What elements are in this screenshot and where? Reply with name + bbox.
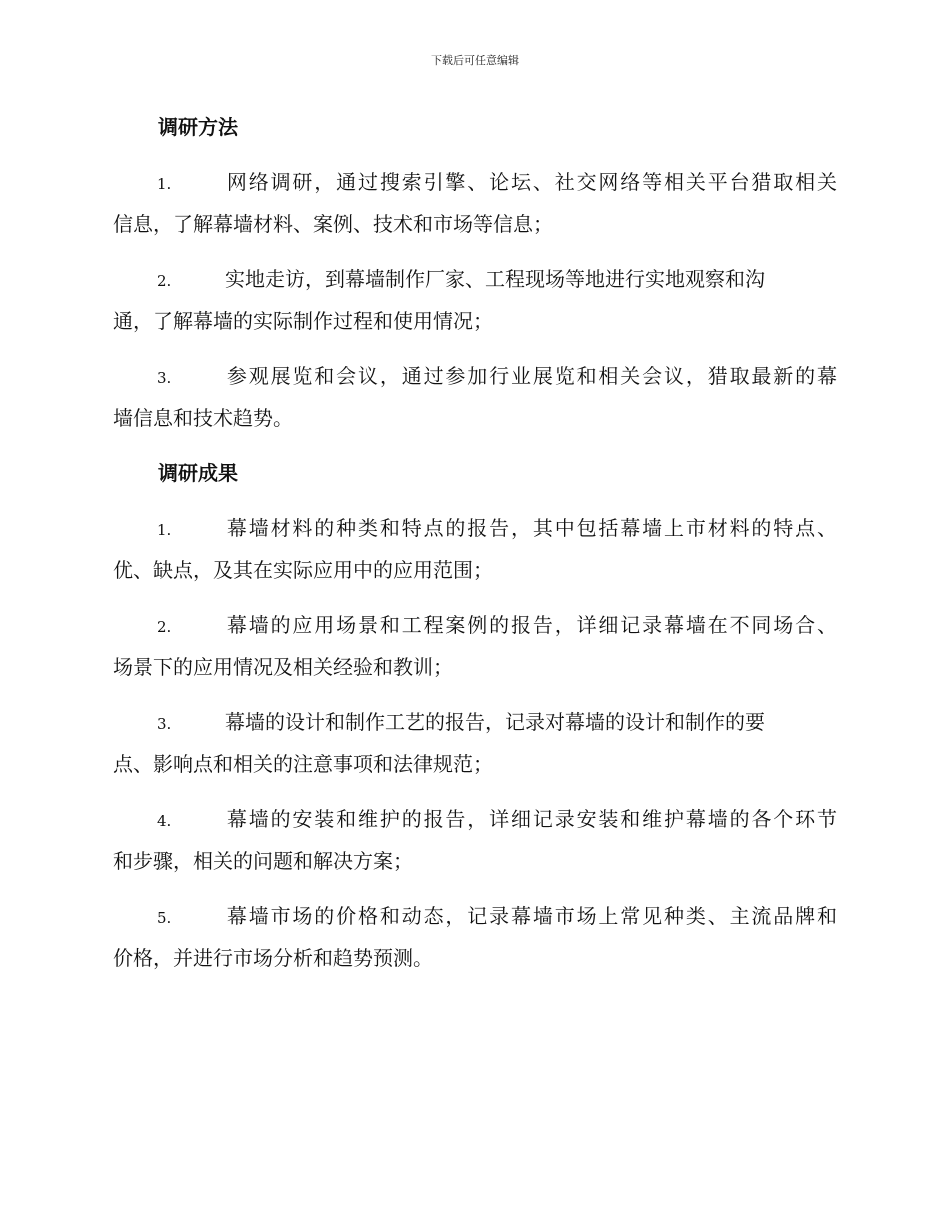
list-item-continuation: 价格，并进行市场分析和趋势预测。 [113,946,433,970]
list-item [113,798,837,882]
list-item-number: 2. [157,618,172,636]
list-item-first-line [113,355,837,397]
list-item-continuation: 优、缺点，及其在实际应用中的应用范围； [113,558,493,582]
list-item-text: 幕墙的安装和维护的报告，详细记录安装和维护幕墙的各个环节 [225,807,837,831]
section-heading-methods: 调研方法 [158,115,238,139]
list-item-number: 3. [157,369,172,387]
list-item [113,355,837,439]
section-heading-results: 调研成果 [158,461,238,485]
list-item-number: 1. [157,521,172,539]
list-item-continuation: 场景下的应用情况及相关经验和教训； [113,655,453,679]
list-item-continuation: 墙信息和技术趋势。 [113,406,293,430]
list-item [113,895,837,979]
list-item-number: 5. [157,909,172,927]
list-item-text: 实地走访，到幕墙制作厂家、工程现场等地进行实地观察和沟 [225,267,765,291]
page-header: 下载后可任意编辑 [431,54,519,67]
list-item-first-line [113,895,837,937]
list-item-first-line [113,258,837,300]
list-item-continuation: 信息，了解幕墙材料、案例、技术和市场等信息； [113,212,553,236]
list-item-continuation: 点、影响点和相关的注意事项和法律规范； [113,752,493,776]
list-item [113,604,837,688]
list-item-text: 幕墙的设计和制作工艺的报告，记录对幕墙的设计和制作的要 [225,710,765,734]
list-item [113,701,837,785]
list-item-first-line [113,507,837,549]
list-item-number: 3. [157,715,172,733]
list-item [113,507,837,591]
list-item-number: 1. [157,175,172,193]
list-item-number: 4. [157,812,172,830]
list-item-text: 参观展览和会议，通过参加行业展览和相关会议，猎取最新的幕 [225,364,837,388]
list-item-text: 幕墙市场的价格和动态，记录幕墙市场上常见种类、主流品牌和 [225,904,837,928]
list-item-first-line [113,701,837,743]
list-item-continuation: 通，了解幕墙的实际制作过程和使用情况； [113,309,493,333]
list-item-first-line [113,798,837,840]
list-item-first-line [113,604,837,646]
list-item-text: 网络调研，通过搜索引擎、论坛、社交网络等相关平台猎取相关 [225,170,837,194]
list-item-number: 2. [157,272,172,290]
list-item-continuation: 和步骤，相关的问题和解决方案； [113,849,413,873]
list-item-first-line [113,161,837,203]
list-item [113,161,837,245]
list-item-text: 幕墙材料的种类和特点的报告，其中包括幕墙上市材料的特点、 [225,516,837,540]
list-item [113,258,837,342]
list-item-text: 幕墙的应用场景和工程案例的报告，详细记录幕墙在不同场合、 [225,613,837,637]
